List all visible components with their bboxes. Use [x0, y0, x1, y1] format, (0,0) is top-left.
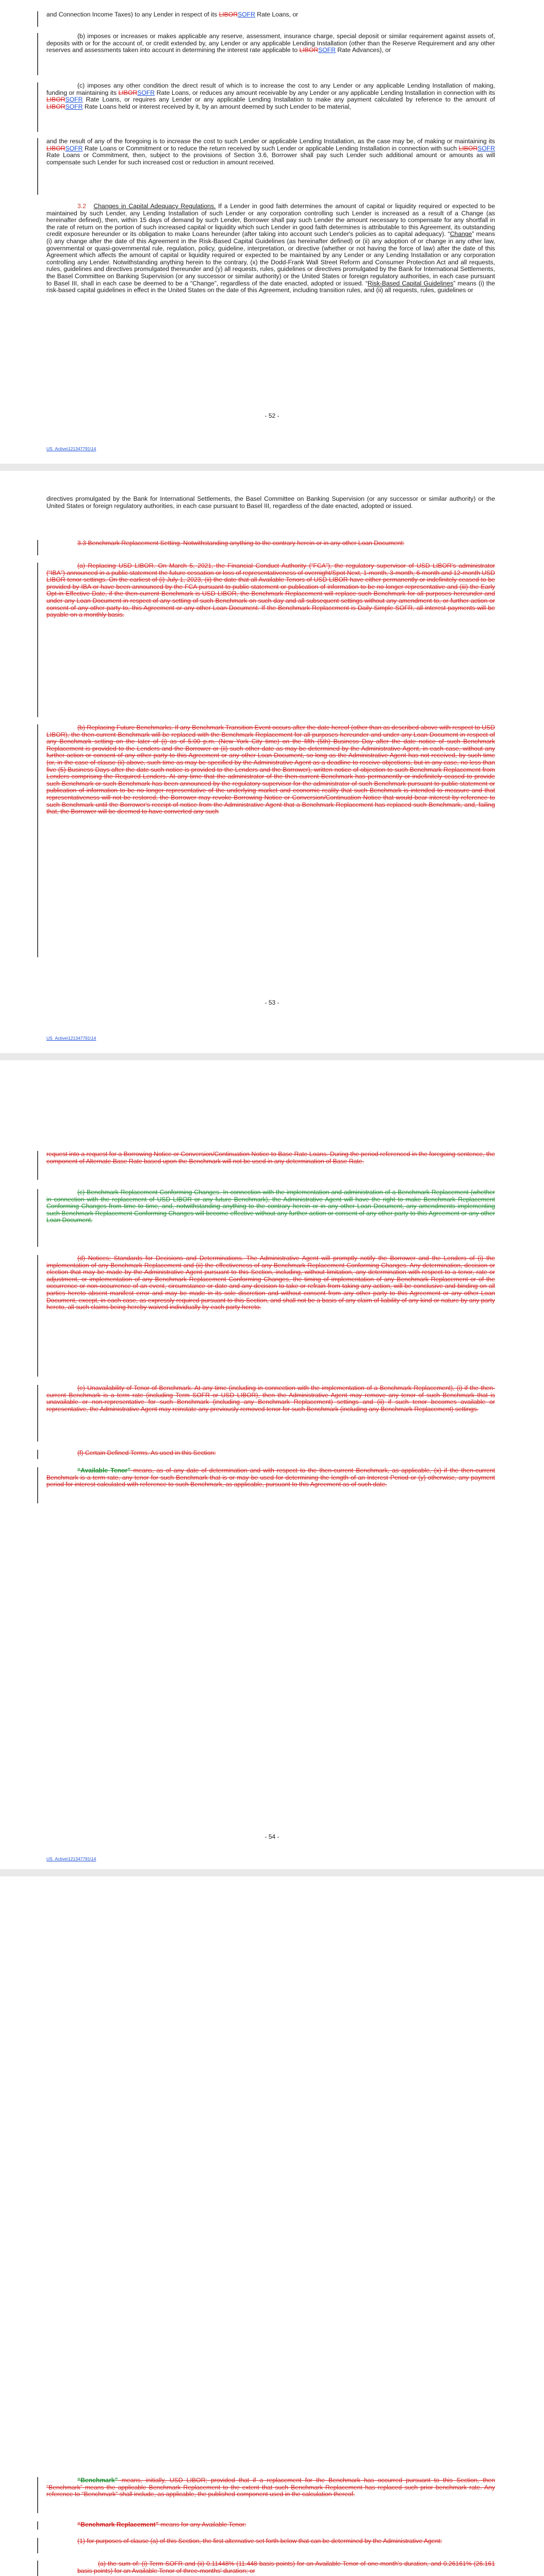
change-bar	[37, 1255, 38, 1377]
text: Rate Loans, or requires any Lender or any applicable Lending Installation to make any payment calculated by reference to the amount of	[83, 96, 495, 104]
inserted-text: SOFR	[65, 96, 83, 104]
definition-benchmark-replacement	[46, 2521, 495, 2529]
text: means for any Available Tenor:	[158, 2521, 246, 2528]
text: (c) imposes any other condition the direct result of which is to increase the cost to any Lender or any applicable Lending Installation of making, funding or maintaining its	[46, 82, 495, 96]
change-bar	[37, 540, 38, 555]
text: Rate Loans, or	[255, 11, 299, 18]
definition-benchmark	[46, 2477, 495, 2498]
change-bar	[37, 138, 38, 195]
inserted-text: SOFR	[65, 103, 83, 110]
page-53	[0, 471, 544, 1053]
inserted-text: SOFR	[318, 46, 336, 54]
paragraph-request-base-rate: request into a request for a Borrowing Notice or Conversion/Continuation Notice to Base Rate Loans. During the period referenced in the foregoing sentence, the component of Alternate Base Rate based upon the Benchmark will not be used in any determination of Base Rate.	[46, 1150, 495, 1165]
section-number: 3.2	[77, 202, 86, 210]
definition-available-tenor	[46, 1467, 495, 1488]
deleted-text: LIBOR	[46, 96, 65, 104]
deleted-text: LIBOR	[46, 103, 65, 110]
text: and the result of any of the foregoing is to increase the cost to such Lender or applicable Lending Installation, as the case may be, of making or maintaining its	[46, 138, 495, 145]
page-separator	[0, 464, 544, 471]
deleted-text: LIBOR	[219, 11, 238, 18]
paragraph-f-defined-terms: (f) Certain Defined Terms. As used in this Section:	[77, 1449, 216, 1456]
footer-doc-id: US_Active\121347791\14	[46, 1036, 96, 1041]
change-bar	[37, 82, 38, 132]
text: ” means (i) any change after the date of this Agreement in the Risk-Based Capital Guidelines (as hereinafter defined) or (ii) any adoption of or change in any other law, governmental or quasi-governmental rule, regulation, policy, guideline, interpretation, or directive (whether or not having the force of law) after the date of this Agreement which affects the amount of capital or liquidity required or expected to be maintained by any Lender or any Lending Installation or any corporation controlling any Lender. Notwithstanding anything herein to the contrary, (x) the Dodd-Frank Wall Street Reform and Consumer Protection Act and all requests, rules, guidelines and directives promulgated thereunder and (y) all requests, rules, guidelines or directives promulgated by the Bank for International Settlements, the Basel Committee on Banking Supervision (or any successor or similar authority) or the United States or foreign regulatory authorities, in each case pursuant to Basel III, shall in each case be deemed to be a “Change”, regardless of the date enacted, adopted or issued. “	[46, 230, 495, 287]
paragraph-b-replacing-future-benchmarks: (b) Replacing Future Benchmarks. If any Benchmark Transition Event occurs after the date hereof (other than as described above with respect to USD LIBOR), the then-current Benchmark will be replaced with the Benchmark Replacement for all purposes hereunder and under any Loan Document in respect of any Benchmark setting on the later of (i) as of 5:00 p.m. (New York City time) on the fifth (5th) Business Day after the date notice of such Benchmark Replacement is provided to the Lenders and the Borrower or (ii) such other date as may be determined by the Administrative Agent, in each case, without any further action or consent of any other party to this Agreement or any other Loan Document, so long as the Administrative Agent has not received, by such time (or, in the case of clause (ii) above, such time as may be specified by the Administrative Agent as a deadline to receive objections, but in any case, no less than five (5) Business Days after the date such notice is provided to the Lenders and the Borrower), written notice of objection to such Benchmark Replacement from Lenders comprising the Required Lenders. At any time that the administrator of the then-current Benchmark has permanently or indefinitely ceased to provide such Benchmark or such Benchmark has been announced by the regulatory supervisor for the administrator of such Benchmark pursuant to public statement or publication of information to be no longer representative of the underlying market and economic reality that such Benchmark is intended to measure and that representativeness will not be restored, the Borrower may revoke Borrowing Notice or Conversion/Continuation Notice that would bear interest by reference to such Benchmark until the Borrower's receipt of notice from the Administrative Agent that a Benchmark Replacement has replaced such Benchmark, and, failing that, the Borrower will be deemed to have converted any such	[46, 724, 495, 816]
paragraph-directives: directives promulgated by the Bank for International Settlements, the Basel Committee on Banking Supervision (or any successor or similar authority) or the United States or foreign regulatory authorities, in each case pursuant to Basel III, regardless of the date enacted, adopted or issued.	[46, 495, 495, 510]
section-3-2-capital-adequacy	[46, 203, 495, 294]
change-bar	[37, 1151, 38, 1180]
text: Rate Advances), or	[335, 46, 391, 54]
defined-term: “Available Tenor”	[77, 1467, 131, 1474]
change-bar	[37, 1467, 38, 1503]
paragraph-b-reserve	[46, 33, 495, 54]
change-bar	[37, 2561, 38, 2576]
paragraph-e-unavailability-tenor: (e) Unavailability of Tenor of Benchmark. At any time (including in connection with the implementation of a Benchmark Replacement), (i) if the then-current Benchmark is a term rate (including Term SOFR or USD LIBOR), then the Administrative Agent may remove any tenor of such Benchmark that is unavailable or non-representative for such Benchmark (including any Benchmark Replacement) settings and (ii) if such tenor becomes available or representative, the Administrative Agent may reinstate any previously removed tenor for such Benchmark (including any Benchmark Replacement) settings.	[46, 1384, 495, 1413]
clause-1-for-purposes-a: (1) for purposes of clause (a) of this Section, the first alternative set forth below that can be determined by the Administrative Agent:	[77, 2537, 442, 2545]
page-number: - 54 -	[265, 1833, 279, 1840]
paragraph-d-notices-standards: (d) Notices; Standards for Decisions and Determinations. The Administrative Agent will promptly notify the Borrower and the Lenders of (i) the implementation of any Benchmark Replacement and (ii) the effectiveness of any Benchmark Replacement Conforming Changes. Any determination, decision or election that may be made by the Administrative Agent pursuant to this Section, including, without limitation, any determination with respect to a tenor, rate or adjustment, or implementation of any Benchmark Replacement Conforming Changes, the timing of implementation of any Benchmark Replacement or of the occurrence or non-occurrence of an event, circumstance or date and any decision to take or refrain from taking any action, will be conclusive and binding on all parties hereto absent manifest error and may be made in its sole discretion and without consent from any other party to this Agreement or any other Loan Document, except, in each case, as expressly required pursuant to this Section, and shall not be a basis of any claim of liability of any kind or nature by any party hereto, all such claims being hereby waived individually by each party hereto.	[46, 1255, 495, 1311]
inserted-text: SOFR	[477, 144, 495, 152]
deleted-text: LIBOR	[299, 46, 319, 54]
paragraph-connection-income-taxes	[46, 11, 495, 19]
change-bar	[37, 2477, 38, 2513]
deleted-text: LIBOR	[118, 89, 138, 96]
change-bar	[37, 563, 38, 717]
text: Rate Loans or Commitment, then, subject to the provisions of Section 3.6, Borrower shall pay such Lender such additional amount or amounts as will compensate such Lender for such increased cost or reduction in amount received.	[46, 151, 495, 166]
page-number: - 53 -	[265, 999, 279, 1006]
clause-1a-term-sofr: (a) the sum of: (i) Term SOFR and (ii) 0.11448% (11.448 basis points) for an Available Tenor of one-month's duration, and 0.26161% (26.161 basis points) for an Available Tenor of three-months' duration; or	[77, 2560, 495, 2574]
paragraph-result-of-foregoing	[46, 138, 495, 166]
text: ” means (i) the risk-based capital guidelines in effect in the United States on the date of this Agreement, including transition rules, and (ii) all requests, rules, guidelines or	[46, 279, 496, 294]
footer-doc-id: US_Active\121347791\14	[46, 1856, 96, 1861]
change-bar	[37, 11, 38, 27]
defined-term: Risk-Based Capital Guidelines	[367, 279, 454, 287]
paragraph-a-replacing-usd-libor: (a) Replacing USD LIBOR. On March 5, 2021, the Financial Conduct Authority (“FCA”), the regulatory supervisor of USD LIBOR's administrator (“IBA”) announced in a public statement the future cessation or loss of representativeness of overnight/Spot Next, 1-month, 3-month, 6-month and 12-month USD LIBOR tenor settings. On the earliest of (i) July 1, 2023, (ii) the date that all Available Tenors of USD LIBOR have either permanently or indefinitely ceased to be provided by IBA or have been announced by the FCA pursuant to public statement or publication of information to be no longer representative and (iii) the Early Opt-in Effective Date, if the then-current Benchmark is USD LIBOR, the Benchmark Replacement will replace such Benchmark for all purposes hereunder and under any Loan Document in respect of any setting of such Benchmark on such day and all subsequent settings without any amendment to, or further action or consent of any other party to, this Agreement or any other Loan Document. If the Benchmark Replacement is Daily Simple SOFR, all interest payments will be payable on a monthly basis.	[46, 562, 495, 619]
text: means, initially, USD LIBOR; provided that if a replacement for the Benchmark has occurred pursuant to this Section, then “Benchmark” means the applicable Benchmark Replacement to the extent that such Benchmark Replacement has replaced such prior benchmark rate. Any reference to “Benchmark” shall include, as applicable, the published component used in the calculation thereof.	[46, 2477, 495, 2498]
page-separator	[0, 1869, 544, 1876]
text: Rate Loans or Commitment or to reduce the return received by such Lender or applicable Lending Installation in connection with such	[83, 144, 459, 152]
page-number: - 52 -	[265, 412, 279, 419]
change-bar	[37, 2521, 38, 2530]
inserted-text: SOFR	[238, 11, 255, 18]
section-title: Changes in Capital Adequacy Regulations.	[93, 202, 216, 210]
inserted-text: SOFR	[137, 89, 155, 96]
page-52	[0, 0, 544, 464]
text: Rate Loans, or reduces any amount receivable by any Lender or any applicable Lending Installation in connection with its	[155, 89, 495, 96]
page-54	[0, 1060, 544, 1869]
inserted-text: SOFR	[65, 144, 83, 152]
footer-doc-id: US_Active\121347791\14	[46, 446, 96, 451]
change-bar	[37, 1385, 38, 1442]
text: Rate Loans held or interest received by it, by an amount deemed by such Lender to be material,	[83, 103, 351, 110]
defined-term: “Benchmark Replacement”	[77, 2521, 159, 2528]
deleted-text: LIBOR	[458, 144, 478, 152]
defined-term: “Benchmark”	[77, 2477, 118, 2484]
text: and Connection Income Taxes) to any Lender in respect of its	[46, 11, 219, 18]
paragraph-c-conforming-changes: (c) Benchmark Replacement Conforming Changes. In connection with the implementation and administration of a Benchmark Replacement (whether in connection with the replacement of USD LIBOR or any future Benchmark), the Administrative Agent will have the right to make Benchmark Replacement Conforming Changes from time to time, and, notwithstanding anything to the contrary herein or in any other Loan Document, any amendments implementing such Benchmark Replacement Conforming Changes will become effective without any further action or consent of any other party to this Agreement or any other Loan Document.	[46, 1189, 495, 1224]
change-bar	[37, 1450, 38, 1459]
change-bar	[37, 33, 38, 75]
paragraph-c-other-condition	[46, 82, 495, 110]
change-bar	[37, 2538, 38, 2553]
text: If a Lender in good faith determines the amount of capital or liquidity required or expected to be maintained by such Lender, any Lending Installation of such Lender or any corporation controlling such Lender is increased as a result of a Change (as hereinafter defined), then, within 15 days of demand by such Lender, Borrower shall pay such Lender the amount necessary to compensate for any shortfall in the rate of return on the portion of such increased capital or liquidity which such Lender in good faith determines is attributable to this Agreement, its outstanding credit exposure hereunder or its obligation to make Loans hereunder (after taking into account such Lender's policies as to capital adequacy). “	[46, 202, 495, 238]
text: means, as of any date of determination and with respect to the then-current Benchmark, as applicable, (x) if the then-current Benchmark is a term rate, any tenor for such Benchmark that is or may be used for determining the length of an Interest Period or (y) otherwise, any payment period for interest calculated with reference to such Benchmark, as applicable, pursuant to this Agreement as of such date.	[46, 1467, 495, 1488]
change-bar	[37, 1189, 38, 1247]
defined-term: Change	[450, 230, 472, 238]
page-separator	[0, 1053, 544, 1060]
deleted-text: LIBOR	[46, 144, 65, 152]
section-3-3-benchmark-replacement: 3.3 Benchmark Replacement Setting. Notwithstanding anything to the contrary herein or in any other Loan Document:	[77, 539, 405, 547]
page-55	[0, 1876, 544, 2576]
change-bar	[37, 724, 38, 957]
text: (b) imposes or increases or makes applicable any reserve, assessment, insurance charge, special deposit or similar requirement against assets of, deposits with or for the account of, or credit extended by, any Lender or any applicable Lending Installation (other than the Reserve Requirement and any other reserves and assessments taken into account in determining the interest rate applicable to	[46, 32, 495, 54]
